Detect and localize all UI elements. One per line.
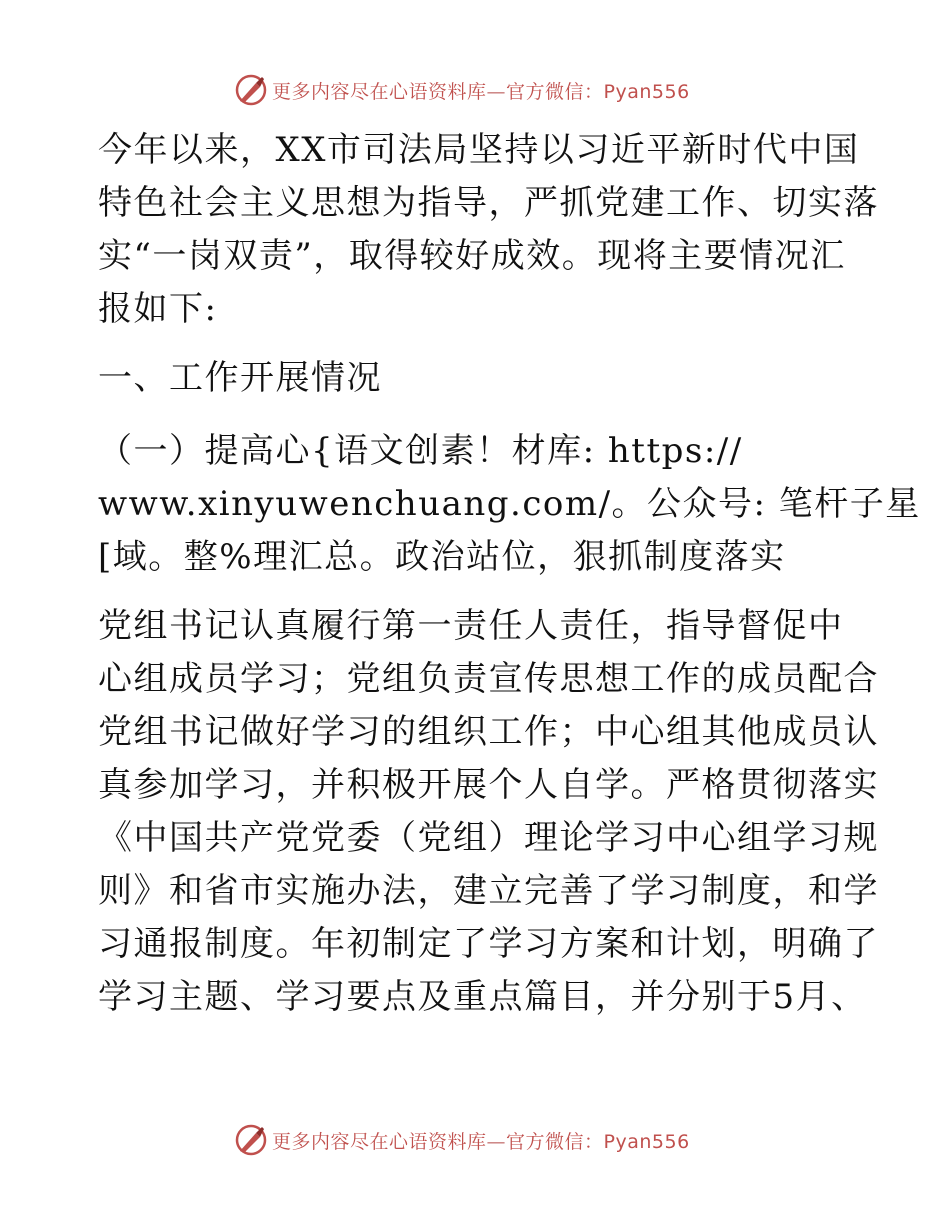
text-line: 则》和省市实施办法，建立完善了学习制度，和学 (98, 871, 879, 911)
banner-wechat: 官方微信：Pyan556 (506, 1130, 690, 1153)
text-line: 党组书记认真履行第一责任人责任，指导督促中 (98, 606, 844, 646)
subsection-heading (98, 425, 921, 584)
quill-logo-icon (234, 1123, 268, 1157)
header-watermark-banner (234, 72, 714, 108)
text-line: 党组书记做好学习的组织工作；中心组其他成员认 (98, 712, 879, 752)
footer-watermark-banner (234, 1122, 714, 1158)
text-line: （一）提高心{语文创素！材库: https:// (98, 431, 743, 471)
heading-line: 一、工作开展情况 (98, 358, 382, 398)
text-line: 报如下: (98, 289, 218, 329)
body-paragraph (98, 600, 879, 1024)
text-line: 特色社会主义思想为指导，严抓党建工作、切实落 (98, 183, 879, 223)
document-body (98, 124, 921, 1024)
text-line: [域。整%理汇总。政治站位，狠抓制度落实 (98, 537, 786, 577)
banner-main-text: 更多内容尽在心语资料库 (272, 1130, 487, 1153)
text-line: www.xinyuwenchuang.com/。公众号: 笔杆子星 (98, 484, 921, 524)
section-heading (98, 352, 858, 405)
text-line: 今年以来，XX市司法局坚持以习近平新时代中国 (98, 130, 860, 170)
banner-text (272, 1127, 690, 1154)
text-line: 习通报制度。年初制定了学习方案和计划，明确了 (98, 924, 879, 964)
text-line: 学习主题、学习要点及重点篇目，并分别于5月、 (98, 977, 867, 1017)
text-line: 实“一岗双责”，取得较好成效。现将主要情况汇 (98, 236, 846, 276)
intro-paragraph (98, 124, 879, 336)
text-line: 真参加学习，并积极开展个人自学。严格贯彻落实 (98, 765, 879, 805)
banner-text (272, 77, 690, 104)
banner-wechat: 官方微信：Pyan556 (506, 80, 690, 103)
banner-dash: — (486, 1130, 507, 1153)
banner-dash: — (486, 80, 507, 103)
text-line: 《中国共产党党委（党组）理论学习中心组学习规 (98, 818, 879, 858)
text-line: 心组成员学习；党组负责宣传思想工作的成员配合 (98, 659, 879, 699)
banner-main-text: 更多内容尽在心语资料库 (272, 80, 487, 103)
quill-logo-icon (234, 73, 268, 107)
